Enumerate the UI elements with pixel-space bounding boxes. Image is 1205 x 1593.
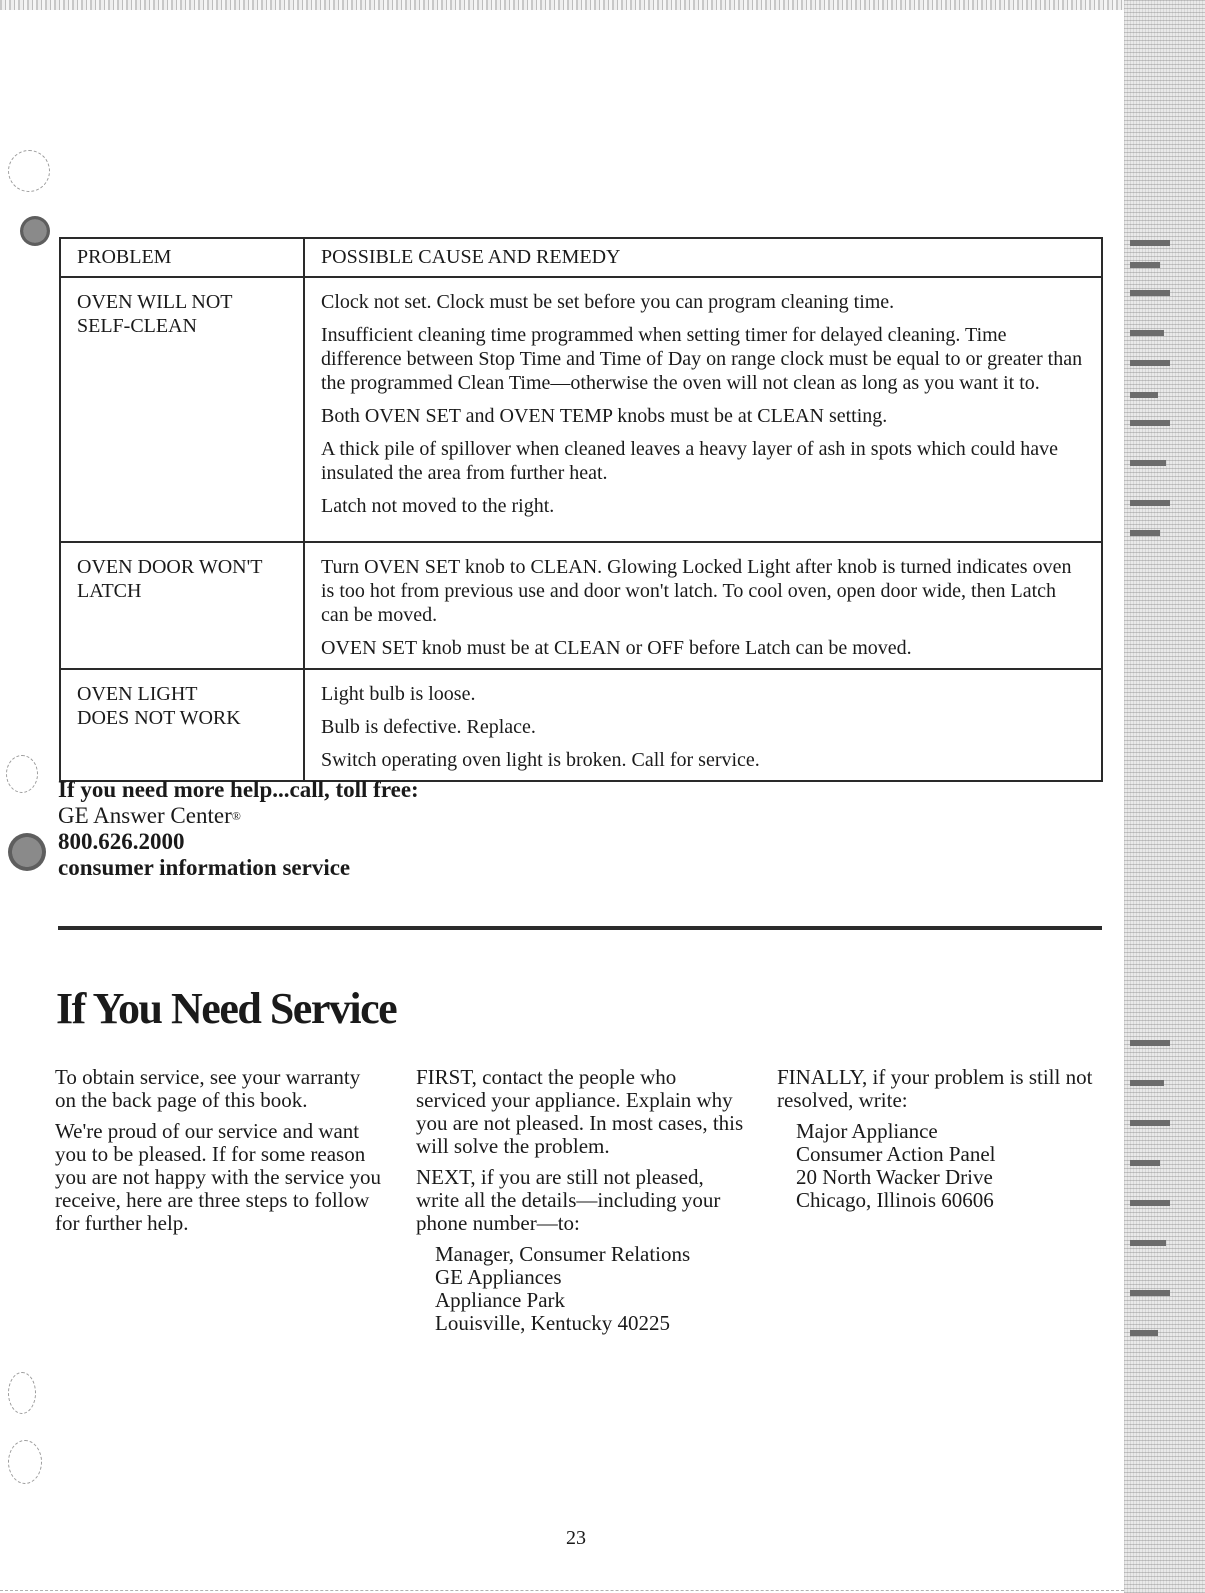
remedy-text: Insufficient cleaning time programmed when setting timer for delayed cleaning. Time difference between Stop Time and Time of Day on range clock must be equal to or greater than the programmed Clean Time—otherwise the oven will not clean as long as you want it to. (321, 324, 1083, 394)
remedy-text: Turn OVEN SET knob to CLEAN. Glowing Locked Light after knob is turned indicates oven is too hot from previous use and door won't latch. To cool oven, open door wide, then Latch can be moved. (321, 556, 1072, 626)
punch-hole-mark (20, 216, 50, 246)
table-row (60, 669, 1102, 781)
service-column-intro (55, 1066, 385, 1243)
punch-hole-mark (8, 1372, 36, 1414)
remedy-text: Latch not moved to the right. (321, 495, 555, 517)
remedy-cell (304, 542, 1102, 669)
table-row (60, 542, 1102, 669)
remedy-text: A thick pile of spillover when cleaned leaves a heavy layer of ash in spots which could have insulated the area from further heat. (321, 438, 1058, 484)
remedy-cell (304, 669, 1102, 781)
paragraph: FINALLY, if your problem is still not resolved, write: (777, 1065, 1093, 1112)
address-line: GE Appliances (435, 1265, 562, 1289)
paragraph: We're proud of our service and want you to be pleased. If for some reason you are not happy with the service you receive, here are three steps to follow for further help. (55, 1119, 381, 1235)
paragraph: NEXT, if you are still not pleased, write all the details—including your phone number—to: (416, 1165, 721, 1235)
section-heading: If You Need Service (56, 984, 397, 1033)
remedy-text: Switch operating oven light is broken. Call for service. (321, 749, 760, 771)
mailing-address (435, 1243, 746, 1335)
service-description: consumer information service (58, 855, 351, 880)
answer-center-name: GE Answer Center® (58, 803, 241, 828)
table-header-row (60, 238, 1102, 277)
problem-text: SELF-CLEAN (77, 315, 197, 337)
paragraph: To obtain service, see your warranty on the back page of this book. (55, 1065, 361, 1112)
scan-right-edge (1124, 0, 1205, 1593)
address-line: Consumer Action Panel (796, 1142, 996, 1166)
punch-hole-mark (8, 833, 46, 871)
punch-hole-mark (8, 150, 50, 192)
address-line: Chicago, Illinois 60606 (796, 1188, 994, 1212)
service-column-first-next (416, 1066, 746, 1335)
problem-text: DOES NOT WORK (77, 707, 241, 729)
help-contact-block (58, 777, 419, 881)
remedy-text: Light bulb is loose. (321, 683, 476, 705)
address-line: Manager, Consumer Relations (435, 1242, 691, 1266)
scan-bottom-edge (0, 1590, 1124, 1591)
phone-number[interactable]: 800.626.2000 (58, 829, 185, 854)
scan-top-edge (0, 0, 1205, 10)
problem-text: OVEN LIGHT (77, 683, 198, 705)
troubleshooting-table (59, 237, 1103, 782)
punch-hole-mark (6, 755, 38, 793)
problem-text: OVEN WILL NOT (77, 291, 233, 313)
remedy-text: Clock not set. Clock must be set before you can program cleaning time. (321, 291, 895, 313)
remedy-text: Both OVEN SET and OVEN TEMP knobs must be at CLEAN setting. (321, 405, 888, 427)
mailing-address (796, 1120, 1097, 1212)
column-header-remedy: POSSIBLE CAUSE AND REMEDY (304, 238, 1102, 277)
remedy-text: Bulb is defective. Replace. (321, 716, 536, 738)
address-line: Louisville, Kentucky 40225 (435, 1311, 671, 1335)
address-line: Appliance Park (435, 1288, 566, 1312)
problem-cell (60, 542, 304, 669)
remedy-cell (304, 277, 1102, 542)
column-header-problem: PROBLEM (60, 238, 304, 277)
problem-text: OVEN DOOR WON'T (77, 556, 263, 578)
section-divider (58, 926, 1102, 930)
remedy-text: OVEN SET knob must be at CLEAN or OFF before Latch can be moved. (321, 637, 912, 659)
address-line: Major Appliance (796, 1119, 938, 1143)
problem-cell (60, 277, 304, 542)
service-column-finally (777, 1066, 1097, 1212)
registered-mark: ® (231, 809, 241, 823)
paragraph: FIRST, contact the people who serviced your appliance. Explain why you are not pleased. In most cases, this will solve the problem. (416, 1065, 744, 1158)
table-row (60, 277, 1102, 542)
problem-text: LATCH (77, 580, 142, 602)
help-callout: If you need more help...call, toll free: (58, 777, 419, 802)
punch-hole-mark (8, 1440, 42, 1484)
address-line: 20 North Wacker Drive (796, 1165, 993, 1189)
page-number: 23 (566, 1527, 586, 1549)
problem-cell (60, 669, 304, 781)
